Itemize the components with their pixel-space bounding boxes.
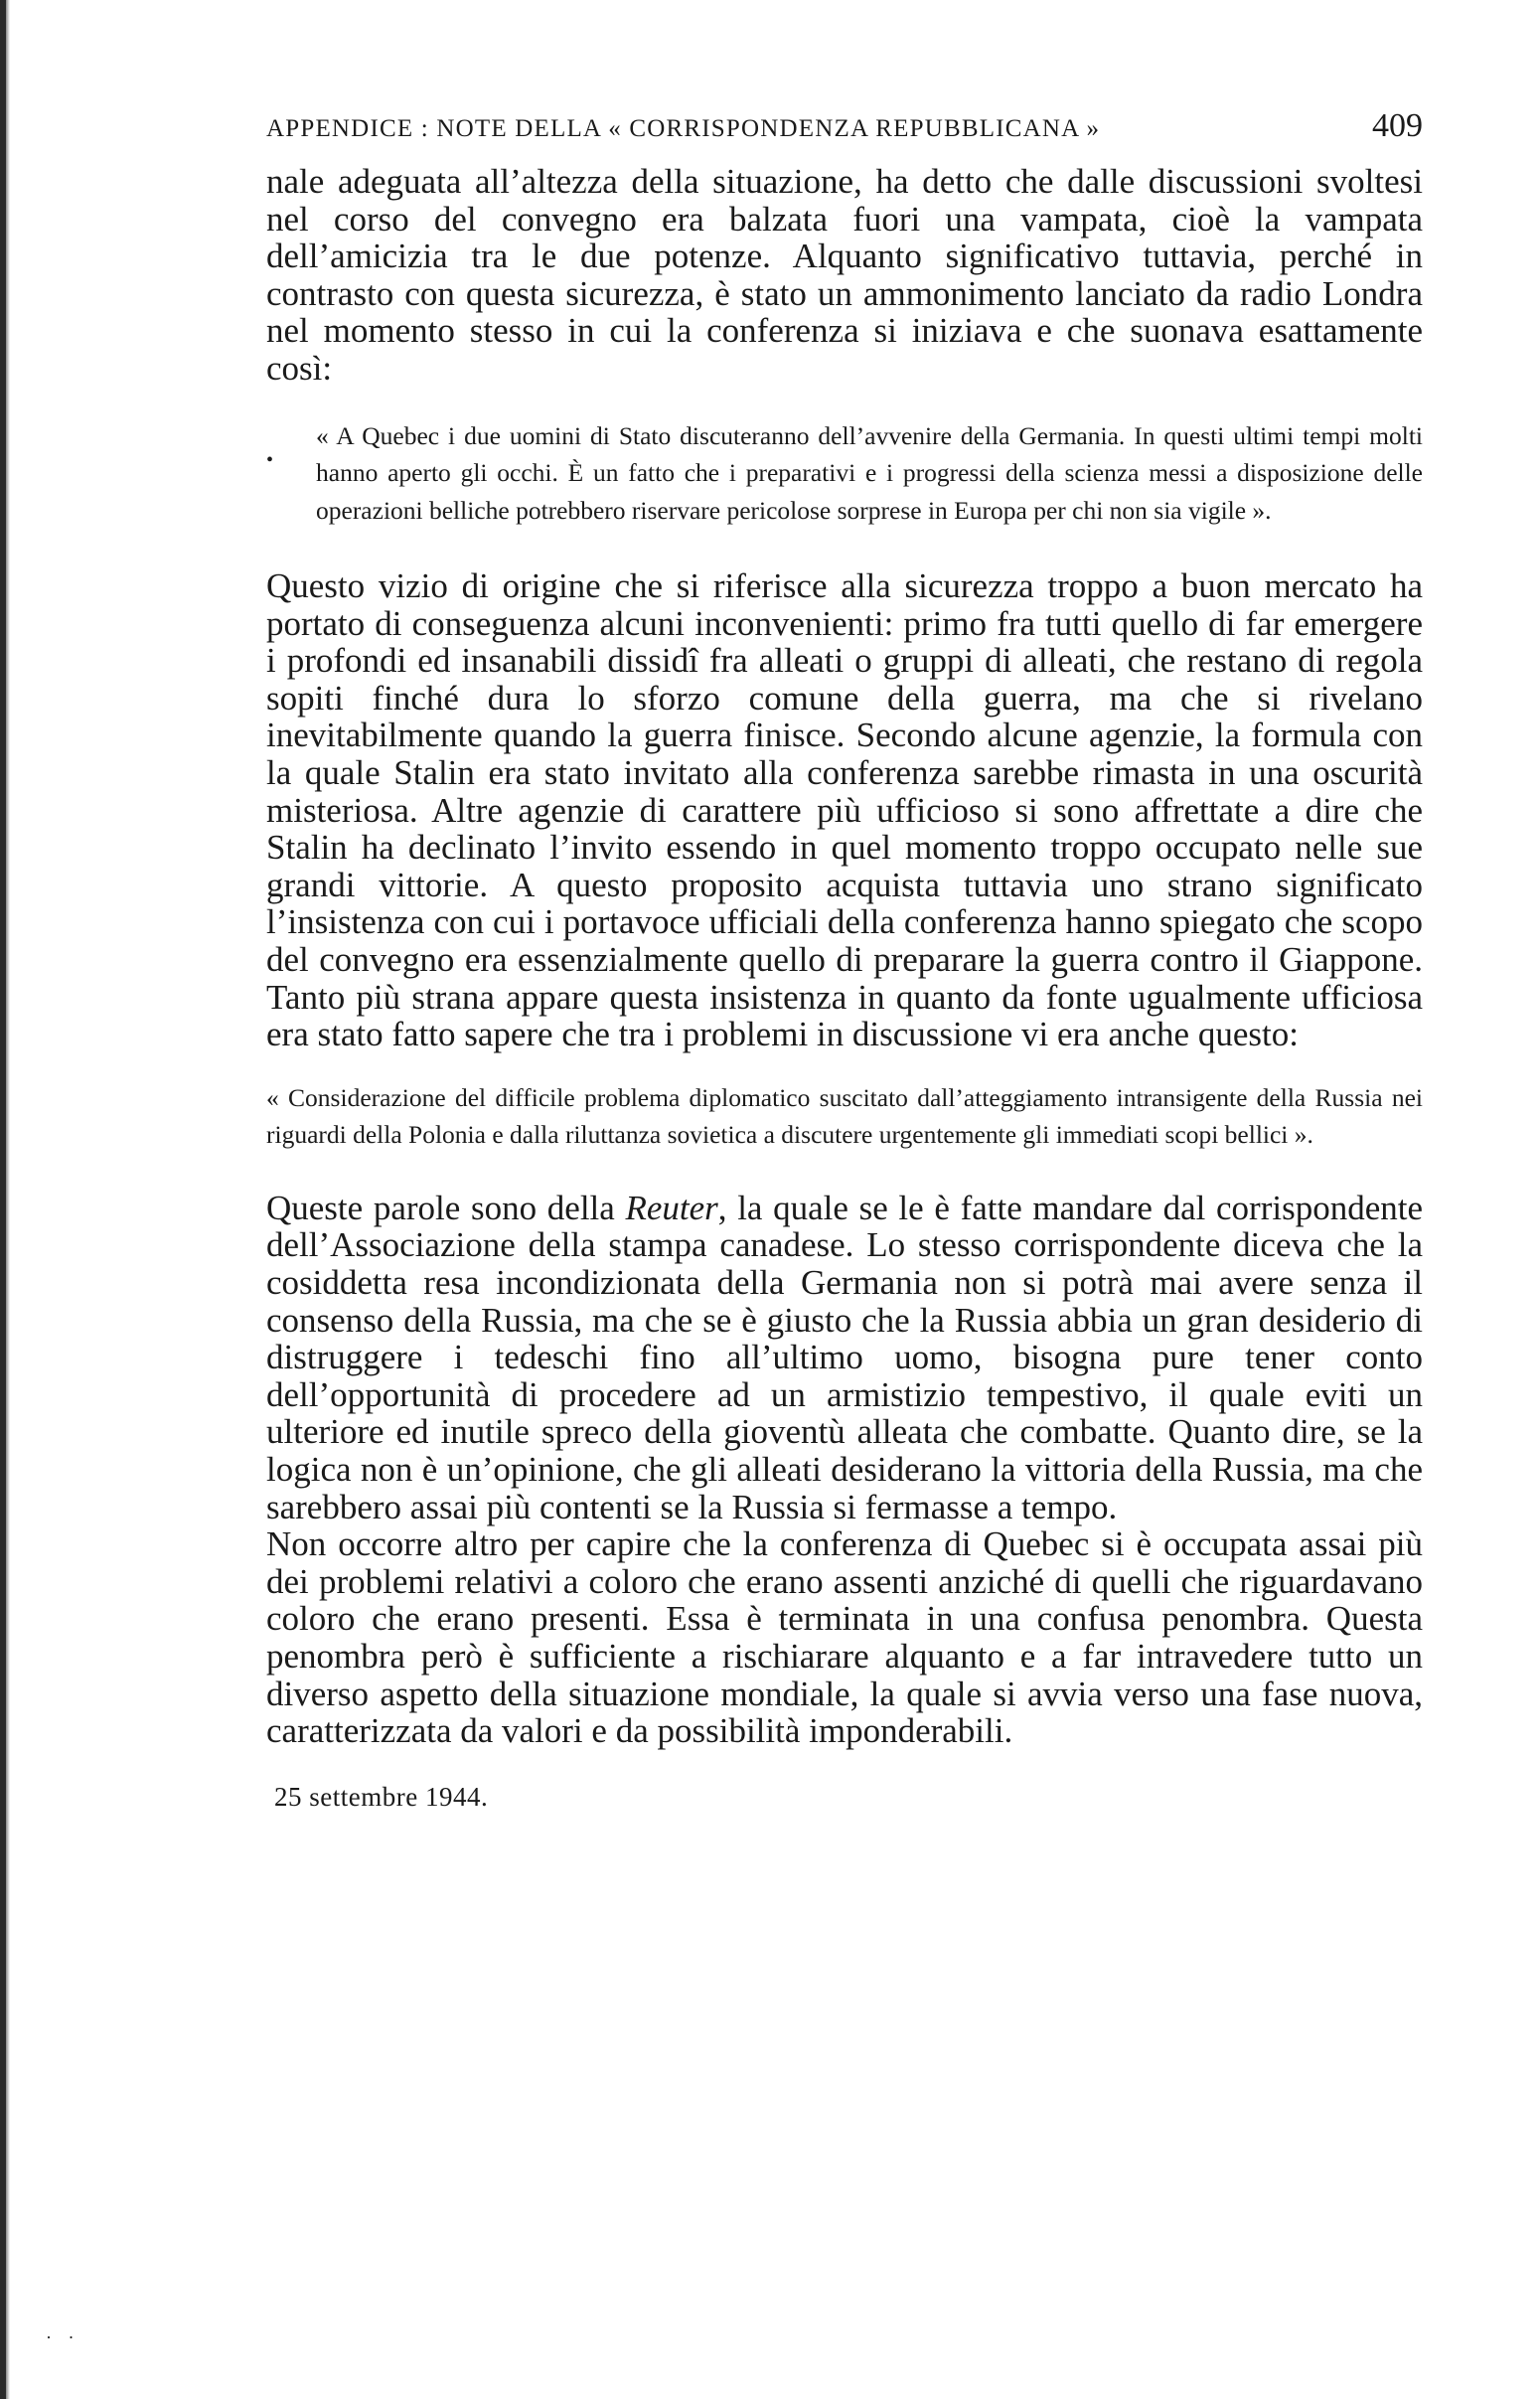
dateline: 25 settembre 1944. bbox=[274, 1781, 489, 1812]
page-number: 409 bbox=[1372, 107, 1423, 144]
quotation-2: « Considerazione del difficile problema diplomatico suscitato dall’atteggiamento intransigente della Russia nei riguardi della Polonia e dalla riluttanza sovietica a discutere urgentemente gli immediati scopi bellici ». bbox=[266, 1082, 1423, 1150]
margin-mark: • bbox=[266, 449, 274, 471]
running-title: APPENDICE : NOTE DELLA « CORRISPONDENZA REPUBBLICANA » bbox=[266, 115, 1101, 142]
running-head bbox=[266, 107, 1423, 145]
paragraph-3-start: Queste parole sono della bbox=[266, 1188, 626, 1227]
paragraph-4: Non occorre altro per capire che la conferenza di Quebec si è occupata assai più dei problemi relativi a coloro che erano assenti anziché di quelli che riguardavano coloro che erano presenti. Essa è terminata in una confusa penombra. Questa penombra però è sufficiente a rischiarare alquanto e a far intravedere tutto un diverso aspetto della situazione mondiale, la quale si avvia verso una fase nuova, caratterizzata da valori e da possibilità imponderabili. bbox=[266, 1524, 1423, 1751]
paragraph-2: Questo vizio di origine che si riferisce alla sicurezza troppo a buon mercato ha portato di conseguenza alcuni inconvenienti: primo fra tutti quello di far emergere i profondi ed insanabili dissidî fra alleati o gruppi di alleati, che restano di regola sopiti finché dura lo sforzo comune della guerra, ma che si rivelano inevitabilmente quando la guerra finisce. Secondo alcune agenzie, la formula con la quale Stalin era stato invitato alla conferenza sarebbe rimasta in una oscurità misteriosa. Altre agenzie di carattere più ufficioso si sono affrettate a dire che Stalin ha declinato l’invito essendo in quel momento troppo occupato nelle sue grandi vittorie. A questo proposito acquista tuttavia uno strano significato l’insistenza con cui i portavoce ufficiali della conferenza hanno spiegato che scopo del convegno era essenzialmente quello di preparare la guerra contro il Giappone. Tanto più strana appare questa insistenza in quanto da fonte ugualmente ufficiosa era stato fatto sapere che tra i problemi in discussione vi era anche questo: bbox=[266, 566, 1423, 1054]
paragraph-1: nale adeguata all’altezza della situazione, ha detto che dalle discussioni svoltesi nel corso del convegno era balzata fuori una vampata, cioè la vampata dell’amicizia tra le due potenze. Alquanto significativo tuttavia, perché in contrasto con questa sicurezza, è stato un ammonimento lanciato da radio Londra nel momento stesso in cui la conferenza si iniziava e che suonava esattamente così: bbox=[266, 162, 1423, 388]
quotation-1: « A Quebec i due uomini di Stato discuteranno dell’avvenire della Germania. In questi ultimi tempi molti hanno aperto gli occhi. È un fatto che i preparativi e i progressi della scienza messi a disposizione delle operazioni belliche potrebbero riservare pericolose sorprese in Europa per chi non sia vigile ». bbox=[316, 420, 1423, 525]
reuter-italic: Reuter bbox=[625, 1188, 718, 1227]
corner-marks: · · bbox=[46, 2327, 80, 2347]
book-page bbox=[266, 107, 1423, 1813]
binding-shadow bbox=[6, 0, 10, 2399]
paragraph-3 bbox=[266, 1190, 1423, 1525]
paragraph-3-rest: , la quale se le è fatte mandare dal corrispondente dell’Associazione della stampa canadese. Lo stesso corrispondente diceva che la cosiddetta resa incondizionata della Germania non si potrà mai avere senza il consenso della Russia, ma che se è giusto che la Russia abbia un gran desiderio di distruggere i tedeschi fino all’ultimo uomo, bisogna pure tener conto dell’opportunità di procedere ad un armistizio tempestivo, il quale eviti un ulteriore ed inutile spreco della gioventù alleata che combatte. Quanto dire, se la logica non è un’opinione, che gli alleati desiderano la vittoria della Russia, ma che sarebbero assai più contenti se la Russia si fermasse a tempo. bbox=[266, 1188, 1423, 1526]
